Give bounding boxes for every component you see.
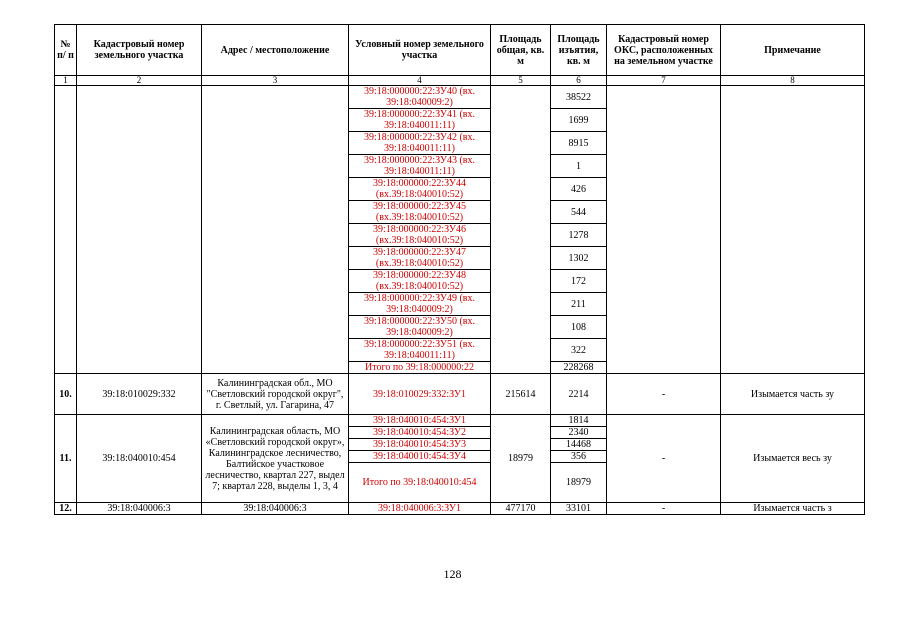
conditional-number: 39:18:040006:3:ЗУ1	[349, 503, 491, 515]
conditional-number: 39:18:000000:22:ЗУ43 (вх. 39:18:040011:11)	[349, 155, 491, 178]
conditional-number: 39:18:040010:454:ЗУ2	[349, 427, 491, 439]
note: Изымается весь зу	[721, 415, 865, 503]
address: Калининградская обл., МО "Светловский городской округ", г. Светлый, ул. Гагарина, 47	[202, 374, 349, 415]
header-area-seizure: Площадь изъятия, кв. м	[551, 25, 607, 76]
seizure-area: 38522	[551, 86, 607, 109]
header-note: Примечание	[721, 25, 865, 76]
note: Изымается часть з	[721, 503, 865, 515]
conditional-number: 39:18:000000:22:ЗУ47 (вх.39:18:040010:52)	[349, 247, 491, 270]
conditional-number: 39:18:000000:22:ЗУ46 (вх.39:18:040010:52)	[349, 224, 491, 247]
table-row	[55, 86, 865, 109]
row-number: 10.	[55, 374, 77, 415]
header-oks: Кадастровый номер ОКС, расположенных на земельном участке	[607, 25, 721, 76]
conditional-number: 39:18:040010:454:ЗУ1	[349, 415, 491, 427]
conditional-number: 39:18:000000:22:ЗУ49 (вх. 39:18:040009:2)	[349, 293, 491, 316]
table-row	[55, 374, 865, 415]
seizure-area: 8915	[551, 132, 607, 155]
cadastral-number: 39:18:040006:3	[77, 503, 202, 515]
seizure-area: 544	[551, 201, 607, 224]
seizure-area: 108	[551, 316, 607, 339]
colnum: 7	[607, 76, 721, 86]
seizure-area: 2214	[551, 374, 607, 415]
colnum: 4	[349, 76, 491, 86]
cadastral-number: 39:18:040010:454	[77, 415, 202, 503]
oks-number: -	[607, 415, 721, 503]
conditional-number: 39:18:000000:22:ЗУ50 (вх. 39:18:040009:2)	[349, 316, 491, 339]
address: Калининградская область, МО «Светловский городской округ», Калининградское лесничество, Балтийское участковое лесничество, квартал 227, выдел 7; квартал 228, выделы 1, 3, 4	[202, 415, 349, 503]
total-area: 18979	[551, 463, 607, 503]
oks-number: -	[607, 503, 721, 515]
cadastral-number: 39:18:010029:332	[77, 374, 202, 415]
header-cadastral: Кадастровый номер земельного участка	[77, 25, 202, 76]
conditional-number: 39:18:000000:22:ЗУ42 (вх. 39:18:040011:11)	[349, 132, 491, 155]
seizure-area: 14468	[551, 439, 607, 451]
seizure-area: 33101	[551, 503, 607, 515]
land-plots-table	[54, 24, 865, 515]
total-label: Итого по 39:18:000000:22	[349, 362, 491, 374]
total-area: 215614	[491, 374, 551, 415]
seizure-area: 211	[551, 293, 607, 316]
table-row	[55, 415, 865, 427]
seizure-area: 1278	[551, 224, 607, 247]
document-page	[54, 24, 864, 515]
conditional-number: 39:18:000000:22:ЗУ44 (вх.39:18:040010:52)	[349, 178, 491, 201]
conditional-number: 39:18:000000:22:ЗУ45 (вх.39:18:040010:52)	[349, 201, 491, 224]
header-no: № п/ п	[55, 25, 77, 76]
seizure-area: 322	[551, 339, 607, 362]
conditional-number: 39:18:000000:22:ЗУ41 (вх. 39:18:040011:11)	[349, 109, 491, 132]
conditional-number: 39:18:040010:454:ЗУ3	[349, 439, 491, 451]
seizure-area: 1302	[551, 247, 607, 270]
row-number: 12.	[55, 503, 77, 515]
colnum: 6	[551, 76, 607, 86]
page-number: 128	[443, 567, 462, 581]
conditional-number: 39:18:000000:22:ЗУ51 (вх. 39:18:040011:11)	[349, 339, 491, 362]
seizure-area: 426	[551, 178, 607, 201]
total-area: 18979	[491, 415, 551, 503]
seizure-area: 1699	[551, 109, 607, 132]
header-conditional: Условный номер земельного участка	[349, 25, 491, 76]
note: Изымается часть зу	[721, 374, 865, 415]
colnum: 3	[202, 76, 349, 86]
seizure-area: 172	[551, 270, 607, 293]
total-area: 228268	[551, 362, 607, 374]
conditional-number: 39:18:010029:332:ЗУ1	[349, 374, 491, 415]
oks-number: -	[607, 374, 721, 415]
seizure-area: 1814	[551, 415, 607, 427]
colnum: 8	[721, 76, 865, 86]
column-numbers-row	[55, 76, 865, 86]
seizure-area: 2340	[551, 427, 607, 439]
conditional-number: 39:18:000000:22:ЗУ48 (вх.39:18:040010:52)	[349, 270, 491, 293]
seizure-area: 356	[551, 451, 607, 463]
total-area: 477170	[491, 503, 551, 515]
address: 39:18:040006:3	[202, 503, 349, 515]
total-label: Итого по 39:18:040010:454	[349, 463, 491, 503]
table-row	[55, 503, 865, 515]
header-row	[55, 25, 865, 76]
header-area-total: Площадь общая, кв. м	[491, 25, 551, 76]
colnum: 5	[491, 76, 551, 86]
conditional-number: 39:18:040010:454:ЗУ4	[349, 451, 491, 463]
colnum: 1	[55, 76, 77, 86]
header-address: Адрес / местоположение	[202, 25, 349, 76]
row-number: 11.	[55, 415, 77, 503]
seizure-area: 1	[551, 155, 607, 178]
colnum: 2	[77, 76, 202, 86]
conditional-number: 39:18:000000:22:ЗУ40 (вх. 39:18:040009:2)	[349, 86, 491, 109]
